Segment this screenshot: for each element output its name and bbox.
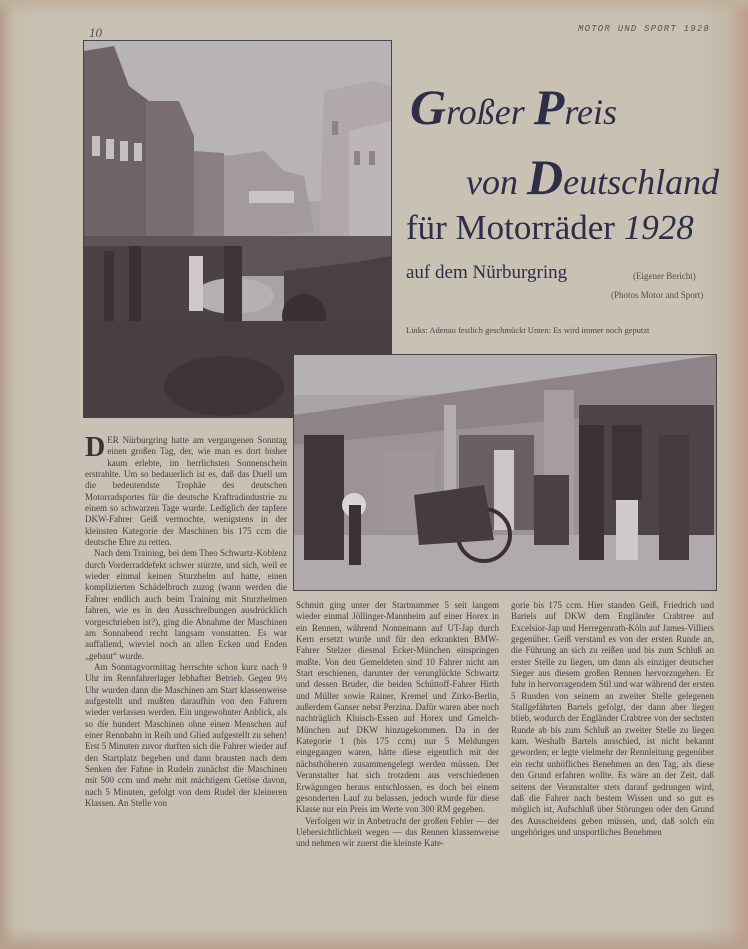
- photo-pit-garages: [293, 354, 717, 591]
- headline-subtitle: auf dem Nürburgring: [406, 262, 568, 283]
- photo-credit: (Photos Motor and Sport): [611, 290, 704, 300]
- headline-line-3: für Motorräder 1928: [406, 208, 694, 247]
- photo-caption: Links: Adenau festlich geschmückt Unten: Es wird immer noch geputzt: [406, 325, 650, 335]
- article-column-2: [296, 600, 499, 905]
- drop-cap: D: [85, 435, 106, 463]
- article-paragraph: Verfolgen wir in Anbetracht der großen Fehler — der Uebersichtlichkeit wegen — das Rennen klassenweise und nehmen wir zuerst die kleinste Kate-: [296, 815, 499, 849]
- page-number: 10: [89, 25, 102, 40]
- article-paragraph: DER Nürburgring hatte am vergangenen Sonntag einen großen Tag, der, wie man es dort bisher kaum erlebte, im herrlichsten Sonnenschein erstrahlte. Um so bedauerlich ist es, daß das Duell um die bedeutendste Trophäe des deutschen Motorradsportes für die deutsche Kraftradindustrie zu einem so schwarzen Tage wurde. Lediglich der tapfere DKW-Fahrer Geiß vermochte, wenigstens in der kleinsten Kategorie der Maschinen bis 175 ccm die deutsche Ehre zu retten.: [85, 435, 287, 548]
- headline-line-2: von Deutschland: [466, 149, 720, 205]
- article-paragraph: Schmitt ging unter der Startnummer 5 seit langem wieder einmal Jöllinger-Mannheim auf einer Horex in ein Rennen, während Nonnemann auf UT-Jap durch Kern ersetzt wurde und für den erkrankten BMW-Fahrer Stelzer diesmal Ecker-München einspringen mußte. Von den Gemeldeten sind 10 Fahrer nicht am Start erschienen, darunter der verunglückte Schwartz und dessen Bruder, die beiden Schüttoff-Fahrer Hirth und Müller sowie Rainer, Kremel und Zirko-Berlin, außerdem Ganser nebst Perzina. Dafür waren aber noch nachträglich Kluisch-Essen auf Horex und Gmelch-München auf DKW hinzugekommen. Da in der Kategorie 1 (bis 175 ccm) nur 5 Meldungen eingegangen waren, hätte diese eigentlich mit der nächsthöheren zusammengelegt werden müssen. Der Veranstalter hat sich trotzdem aus verschiedenen Erwägungen heraus entschlossen, es doch bei einem gesonderten Lauf zu belassen, jedoch wurde für diese Klasse nur ein Preis im Werte von 300 RM gegeben.: [296, 600, 499, 815]
- article-paragraph: Nach dem Training, bei dem Theo Schwartz-Koblenz durch Vorderraddefekt schwer stürzte, und sich, weil er wieder einmal keinen Sturzhelm auf hatte, einen komplizierten Schädelbruch zuzog (wann werden die Fahrer endlich auch beim Training mit Sturzhelmen fahren, wie es in den Ausschreibungen ausdrücklich vorgeschrieben ist?), ging die Abnahme der Maschinen am Sonnabend recht langsam vonstatten. Es war auffallend, wieviel noch an allen Ecken und Enden „gebaut“ wurde.: [85, 548, 287, 661]
- headline-line-1: Großer Preis: [410, 79, 617, 135]
- article-column-1: [85, 435, 287, 905]
- article-column-3: [511, 600, 714, 905]
- running-head: MOTOR UND SPORT 1928: [578, 24, 711, 34]
- garage-scene-image: [294, 355, 716, 590]
- article-paragraph: Am Sonntagvormittag herrschte schon kurz nach 9 Uhr im Rennfahrerlager lebhafter Betrieb. Gegen 9½ Uhr wurden dann die Maschinen am Start klassenweise aufgestellt und mußten daraufhin von den Fahrern wieder verlassen werden. Ein ungewohnter Anblick, als so die hundert Maschinen ohne einen Menschen auf einer Rennbahn in Reih und Glied aufgestellt zu sehen! Erst 5 Minuten zuvor durften sich die Fahrer wieder auf den Startplatz begeben und dann brausten nach dem Senken der Fahne in Rudeln zunächst die Maschinen mit 500 ccm und mehr mit mächtigem Getöse davon, nach 5 Minuten, gefolgt von dem Rudel der kleineren Klassen. An Stelle von: [85, 661, 287, 808]
- article-paragraph: gorie bis 175 ccm. Hier standen Geiß, Friedrich und Bartels auf DKW dem Engländer Crabtree auf Excelsior-Jap und Herregenrath-Köln auf James-Villiers gegenüber. Geiß verstand es von der ersten Runde an, die Führung an sich zu reißen und bis zum Schluß an erster Stelle zu liegen, um dann als einziger deutscher Sieger aus diesem großen Rennen hervorzugehen. Er fuhr in hervorragendem Stil und war während der ersten 5 Runden von seinem an zweiter Stelle gelegenen Stallgefährten Bartels gefolgt, der dann aber liegen blieb, wodurch der Engländer Crabtree von der sechsten Runde ab bis zum Schluß an zweiter Stelle zu liegen kam. Weshalb Bartels ausschied, ist nicht bekannt geworden; er legte vielmehr der Rennleitung gegenüber ein recht unhöfliches Benehmen an den Tag, als diese den Grund erfahren wollte. Es wäre an der Zeit, daß seitens der Veranstalter stets darauf gedrungen wird, daß die Fahrer nach bestem Wissen und so gut es möglich ist, Aufschluß über Störungen oder den Grund des Ausscheidens geben müssen, und, daß solch ein ungehöriges und unsportliches Benehmen: [511, 600, 714, 837]
- report-credit: (Eigener Bericht): [633, 271, 696, 281]
